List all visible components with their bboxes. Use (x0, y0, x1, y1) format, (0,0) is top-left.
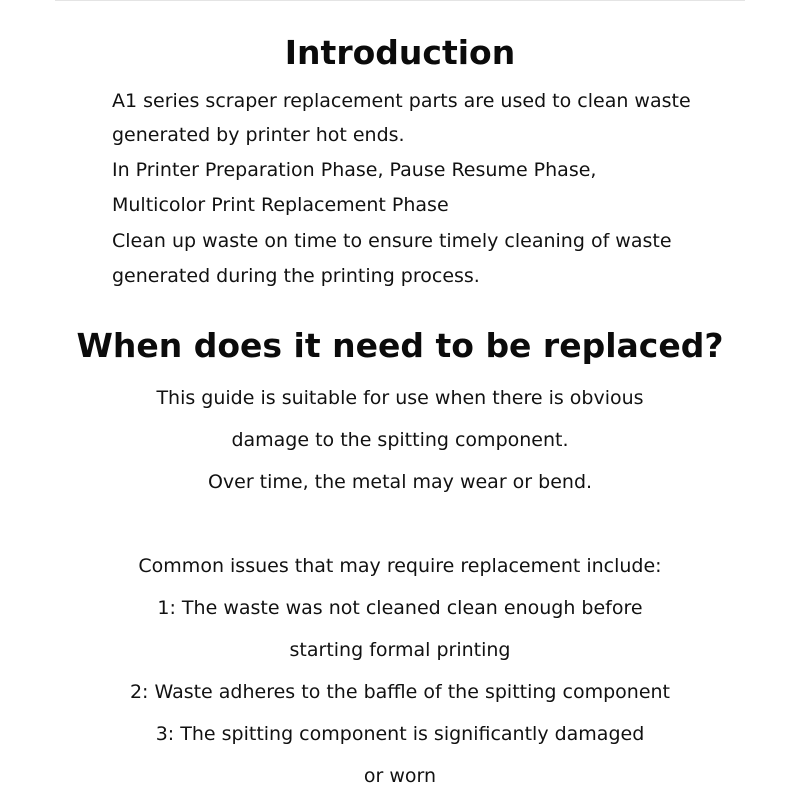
intro-line: generated during the printing process. (112, 265, 480, 287)
intro-line: In Printer Preparation Phase, Pause Resume Phase, (112, 159, 597, 181)
intro-line: generated by printer hot ends. (112, 124, 405, 146)
intro-line: Clean up waste on time to ensure timely cleaning of waste (112, 230, 672, 252)
introduction-heading: Introduction (284, 33, 516, 72)
guide-line: Over time, the metal may wear or bend. (207, 471, 593, 493)
replacement-heading: When does it need to be replaced? (76, 326, 724, 365)
guide-line: damage to the spitting component. (231, 429, 569, 451)
issue-line: starting formal printing (289, 639, 511, 661)
guide-line: This guide is suitable for use when there is obvious (156, 387, 644, 409)
issue-line: 2: Waste adheres to the baffle of the spitting component (129, 681, 671, 703)
issue-line: 3: The spitting component is significantly damaged (155, 723, 645, 745)
issue-line: 1: The waste was not cleaned clean enough before (157, 597, 643, 619)
intro-line: A1 series scraper replacement parts are used to clean waste (112, 90, 691, 112)
intro-line: Multicolor Print Replacement Phase (112, 194, 449, 216)
issues-intro: Common issues that may require replacement include: (138, 555, 662, 577)
top-divider (55, 0, 745, 1)
issue-line: or worn (363, 765, 437, 787)
